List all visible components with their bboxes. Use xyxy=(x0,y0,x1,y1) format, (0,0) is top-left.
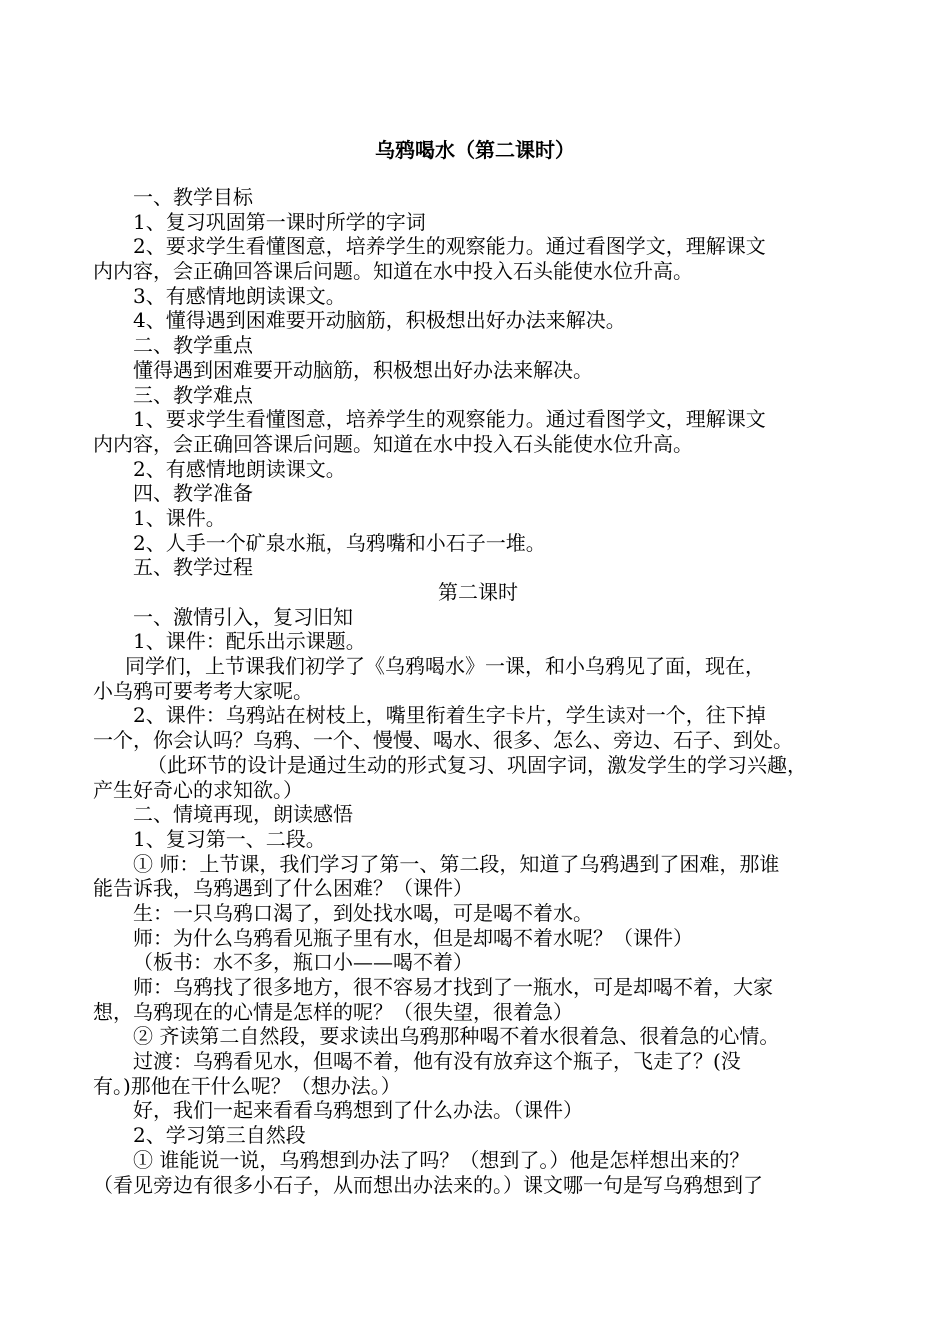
text-line: 能告诉我，乌鸦遇到了什么困难？（课件） xyxy=(93,876,473,901)
text-line: 2、有感情地朗读课文。 xyxy=(133,456,346,481)
text-line: 一、教学目标 xyxy=(133,185,253,209)
text-line: 懂得遇到困难要开动脑筋，积极想出好办法来解决。 xyxy=(133,357,593,382)
text-line: 四、教学准备 xyxy=(133,481,253,506)
text-line: 同学们，上节课我们初学了《乌鸦喝水》一课，和小乌鸦见了面，现在， xyxy=(125,654,765,679)
text-line: 师：为什么乌鸦看见瓶子里有水，但是却喝不着水呢？（课件） xyxy=(133,925,693,950)
text-line: 有。)那他在干什么呢？（想办法。） xyxy=(93,1073,401,1098)
text-line: 2、课件：乌鸦站在树枝上，嘴里衔着生字卡片，学生读对一个，往下掉 xyxy=(133,703,766,728)
text-line: （看见旁边有很多小石子，从而想出办法来的。）课文哪一句是写乌鸦想到了 xyxy=(93,1172,763,1197)
text-line: ① 谁能说一说，乌鸦想到办法了吗？（想到了。）他是怎样想出来的？ xyxy=(133,1147,750,1172)
text-line: 二、教学重点 xyxy=(133,333,253,358)
text-line: 第二课时 xyxy=(438,580,518,604)
text-line: 2、学习第三自然段 xyxy=(133,1123,306,1148)
text-line: 1、课件。 xyxy=(133,505,226,530)
text-line: ② 齐读第二自然段，要求读出乌鸦那种喝不着水很着急、很着急的心情。 xyxy=(133,1024,780,1049)
text-line: （板书：水不多，瓶口小——喝不着） xyxy=(133,950,473,975)
text-line: 二、情境再现，朗读感悟 xyxy=(133,802,353,827)
text-line: 2、人手一个矿泉水瓶，乌鸦嘴和小石子一堆。 xyxy=(133,530,546,555)
text-line: ① 师：上节课，我们学习了第一、第二段，知道了乌鸦遇到了困难，那谁 xyxy=(133,851,780,876)
text-line: 4、懂得遇到困难要开动脑筋，积极想出好办法来解决。 xyxy=(133,308,626,333)
text-line: 小乌鸦可要考考大家呢。 xyxy=(93,678,313,703)
text-line: 3、有感情地朗读课文。 xyxy=(133,283,346,308)
text-line: 生：一只乌鸦口渴了，到处找水喝，可是喝不着水。 xyxy=(133,900,593,925)
text-line: 1、要求学生看懂图意，培养学生的观察能力。通过看图学文，理解课文 xyxy=(133,407,766,432)
text-line: 1、复习巩固第一课时所学的字词 xyxy=(133,209,426,234)
text-line: 三、教学难点 xyxy=(133,382,253,407)
text-line: 过渡：乌鸦看见水，但喝不着，他有没有放弃这个瓶子，飞走了？(没 xyxy=(133,1049,741,1074)
text-line: 五、教学过程 xyxy=(133,555,253,580)
text-line: 2、要求学生看懂图意，培养学生的观察能力。通过看图学文，理解课文 xyxy=(133,234,766,259)
text-line: 想，乌鸦现在的心情是怎样的呢？（很失望，很着急） xyxy=(93,999,573,1024)
text-line: 一个，你会认吗？乌鸦、一个、慢慢、喝水、很多、怎么、旁边、石子、到处。 xyxy=(93,728,793,753)
text-line: 好，我们一起来看看乌鸦想到了什么办法。（课件） xyxy=(133,1098,583,1123)
document-title: 乌鸦喝水（第二课时） xyxy=(375,138,575,162)
text-line: 产生好奇心的求知欲。） xyxy=(93,777,303,802)
text-line: 1、复习第一、二段。 xyxy=(133,826,326,851)
text-line: 师：乌鸦找了很多地方，很不容易才找到了一瓶水，可是却喝不着，大家 xyxy=(133,975,773,999)
text-line: 1、课件：配乐出示课题。 xyxy=(133,629,366,654)
document-body xyxy=(93,185,863,1197)
text-line: 内内容，会正确回答课后问题。知道在水中投入石头能使水位升高。 xyxy=(93,259,693,284)
text-line: （此环节的设计是通过生动的形式复习、巩固字词，激发学生的学习兴趣， xyxy=(147,752,807,777)
text-line: 一、激情引入，复习旧知 xyxy=(133,604,353,629)
text-line: 内内容，会正确回答课后问题。知道在水中投入石头能使水位升高。 xyxy=(93,431,693,456)
